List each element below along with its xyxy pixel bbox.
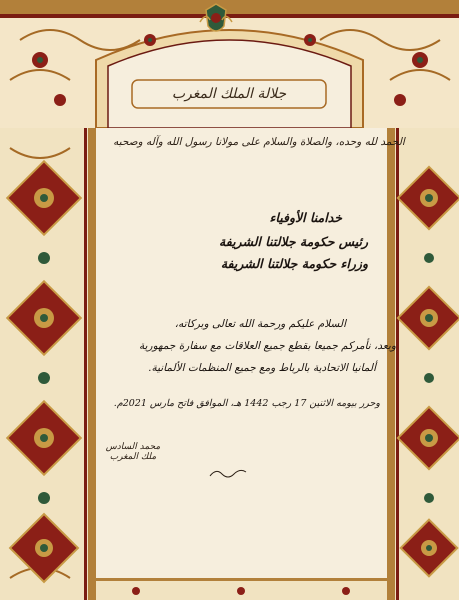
left-ornamental-border	[0, 128, 96, 600]
body-line: ألمانيا الاتحادية بالرباط ومع جميع المنظمات الألمانية.	[148, 362, 376, 374]
addressee-line: رئيس حكومة جلالتنا الشريفة	[219, 234, 368, 249]
bottom-ornamental-border	[96, 578, 387, 600]
date-line: وحرر بيومه الاثنين 17 رجب 1442 هـ، الموافق فاتح مارس 2021م.	[113, 398, 380, 409]
header-banner: جلالة الملك المغرب	[171, 86, 287, 102]
royal-signature	[98, 442, 168, 494]
letter-body	[98, 160, 398, 570]
doxology-line: الحمد لله وحده، والصلاة والسلام على مولانا رسول الله وآله وصحبه	[113, 136, 405, 148]
coat-of-arms-icon	[196, 2, 236, 38]
addressee-line: وزراء حكومة جلالتنا الشريفة	[220, 256, 368, 271]
body-line: السلام عليكم ورحمة الله تعالى وبركاته،	[174, 318, 346, 330]
signature-title: ملك المغرب	[109, 452, 157, 462]
signature-name: محمد السادس	[105, 442, 161, 452]
addressee-line: خدامنا الأوفياء	[269, 210, 342, 225]
body-line: وبعد، نأمركم جميعا بقطع جميع العلاقات مع سفارة جمهورية	[138, 340, 396, 352]
signature-scribble	[208, 466, 248, 480]
